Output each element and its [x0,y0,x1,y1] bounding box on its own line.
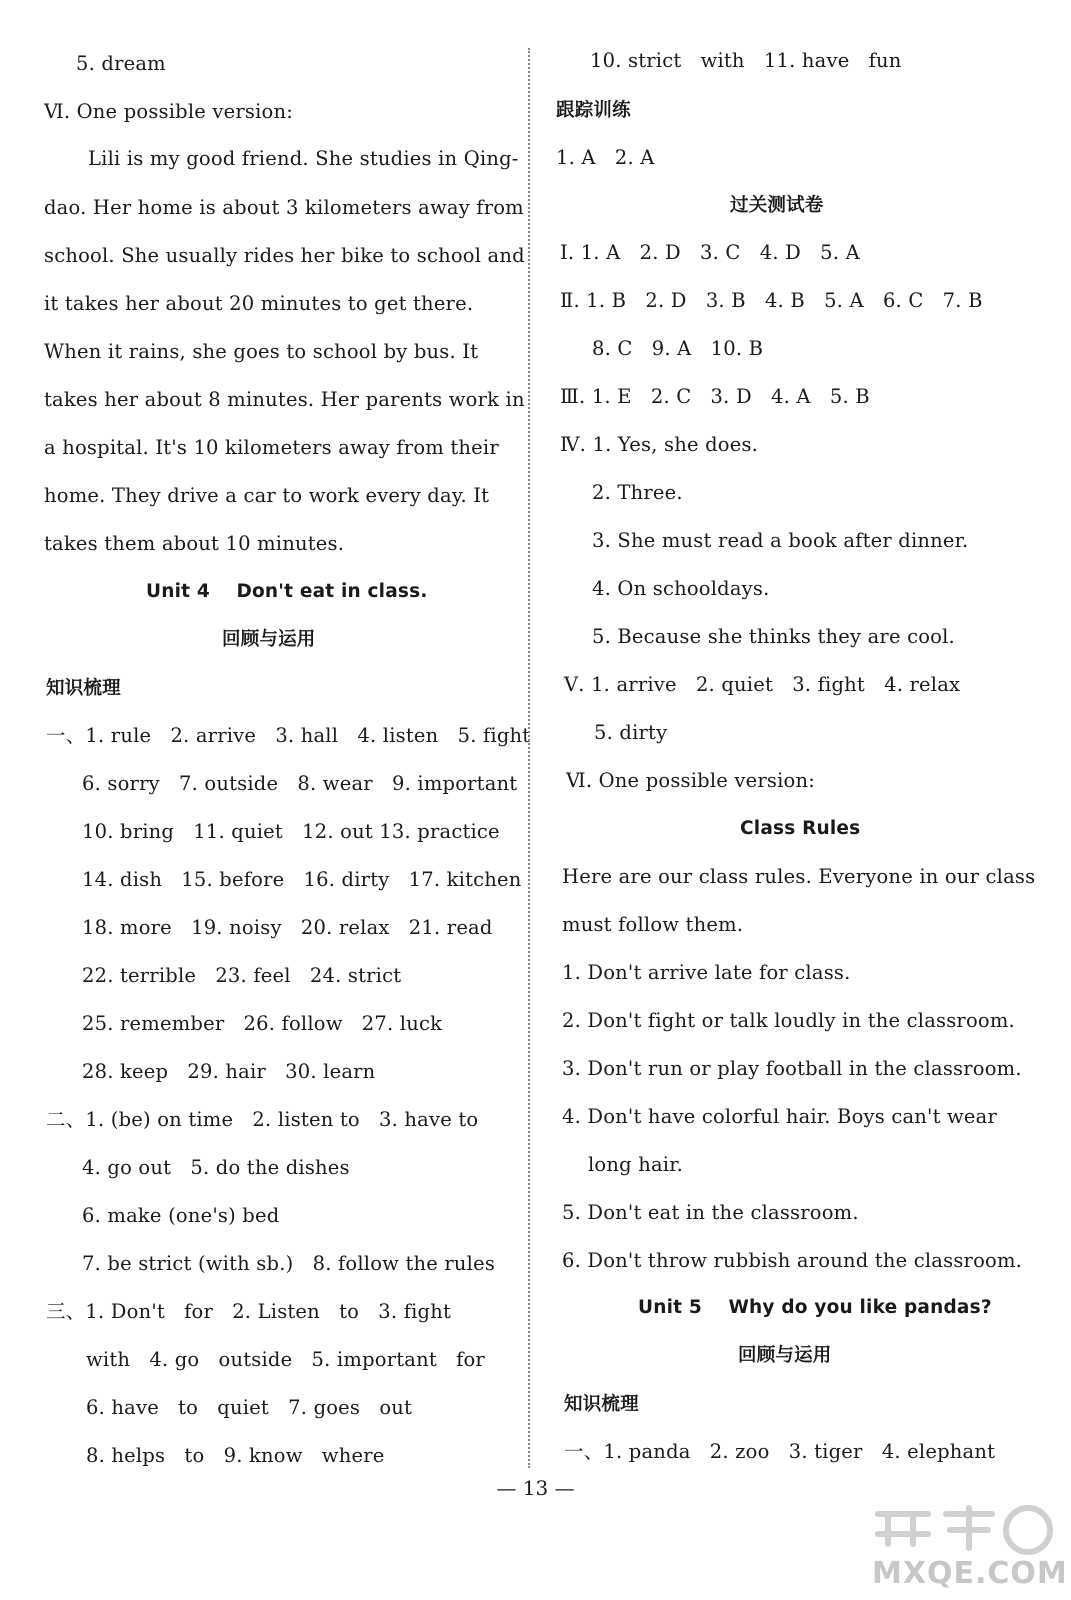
answer-line: Ⅳ. 1. Yes, she does. [560,433,759,456]
answer-line: 6. have to quiet 7. goes out [86,1396,413,1419]
answer-line: 1. Don't arrive late for class. [562,961,851,984]
heading-line: Unit 5 Why do you like pandas? [638,1297,992,1318]
heading-line: 知识梳理 [46,678,121,699]
answer-line: with 4. go outside 5. important for [86,1348,485,1371]
heading-line: Unit 4 Don't eat in class. [146,581,428,602]
answer-line: 10. strict with 11. have fun [590,49,902,72]
answer-line: 2. Three. [592,481,683,504]
answer-line: 8. C 9. A 10. B [592,337,764,360]
answer-line: Here are our class rules. Everyone in our class [562,865,1036,888]
answer-line: 8. helps to 9. know where [86,1444,385,1467]
answer-line: 4. On schooldays. [592,577,770,600]
watermark-text: MXQE.COM [872,1556,1068,1591]
answer-line: school. She usually rides her bike to school and [44,244,525,267]
answer-line: long hair. [588,1153,684,1176]
answer-line: home. They drive a car to work every day. It [44,484,490,507]
answer-line: 3. Don't run or play football in the classroom. [562,1057,1022,1080]
answer-line: Ⅲ. 1. E 2. C 3. D 4. A 5. B [560,385,870,408]
answer-line: 二、1. (be) on time 2. listen to 3. have to [46,1108,479,1131]
answer-line: 三、1. Don't for 2. Listen to 3. fight [46,1300,452,1323]
answer-line: 14. dish 15. before 16. dirty 17. kitchen [82,868,522,891]
answer-line: it takes her about 20 minutes to get there. [44,292,474,315]
answer-line: 一、1. rule 2. arrive 3. hall 4. listen 5. fight [46,724,531,747]
answer-line: 2. Don't fight or talk loudly in the classroom. [562,1009,1015,1032]
answer-line: 1. A 2. A [556,146,655,169]
answer-line: 10. bring 11. quiet 12. out 13. practice [82,820,500,843]
column-divider [528,48,530,1468]
answer-line: dao. Her home is about 3 kilometers away from [44,196,524,219]
answer-line: 25. remember 26. follow 27. luck [82,1012,443,1035]
page-number-value: 13 [522,1476,549,1500]
answer-line: 7. be strict (with sb.) 8. follow the rules [82,1252,496,1275]
heading-line: 跟踪训练 [556,100,631,121]
answer-line: 6. make (one's) bed [82,1204,280,1227]
answer-line: Ⅵ. One possible version: [566,769,816,792]
heading-line: 过关测试卷 [730,195,824,216]
answer-line: Lili is my good friend. She studies in Qing- [88,147,519,170]
heading-line: 回顾与运用 [738,1345,832,1366]
heading-line: 回顾与运用 [222,629,316,650]
answer-line: 28. keep 29. hair 30. learn [82,1060,376,1083]
answer-line: 4. Don't have colorful hair. Boys can't wear [562,1105,998,1128]
answer-line: 一、1. panda 2. zoo 3. tiger 4. elephant [564,1440,996,1463]
answer-line: 5. Don't eat in the classroom. [562,1201,859,1224]
answer-line: 18. more 19. noisy 20. relax 21. read [82,916,493,939]
answer-line: 5. Because she thinks they are cool. [592,625,955,648]
answer-line: 5. dirty [594,721,668,744]
answer-line: 6. Don't throw rubbish around the classroom. [562,1249,1023,1272]
answer-line: Ⅵ. One possible version: [44,100,294,123]
answer-line: Ⅱ. 1. B 2. D 3. B 4. B 5. A 6. C 7. B [560,289,983,312]
heading-line: Class Rules [740,818,861,839]
answer-line: When it rains, she goes to school by bus. It [44,340,479,363]
answer-line: must follow them. [562,913,744,936]
answer-line: Ⅰ. 1. A 2. D 3. C 4. D 5. A [560,241,860,264]
answer-line: 5. dream [76,52,166,75]
page-number: — 13 — [496,1476,575,1500]
answer-line: 6. sorry 7. outside 8. wear 9. important [82,772,518,795]
answer-line: Ⅴ. 1. arrive 2. quiet 3. fight 4. relax [564,673,961,696]
answer-line: 3. She must read a book after dinner. [592,529,969,552]
answer-line: takes her about 8 minutes. Her parents work in [44,388,525,411]
answer-line: a hospital. It's 10 kilometers away from their [44,436,499,459]
answer-line: 4. go out 5. do the dishes [82,1156,350,1179]
answer-line: 22. terrible 23. feel 24. strict [82,964,402,987]
heading-line: 知识梳理 [564,1394,639,1415]
answer-line: takes them about 10 minutes. [44,532,345,555]
